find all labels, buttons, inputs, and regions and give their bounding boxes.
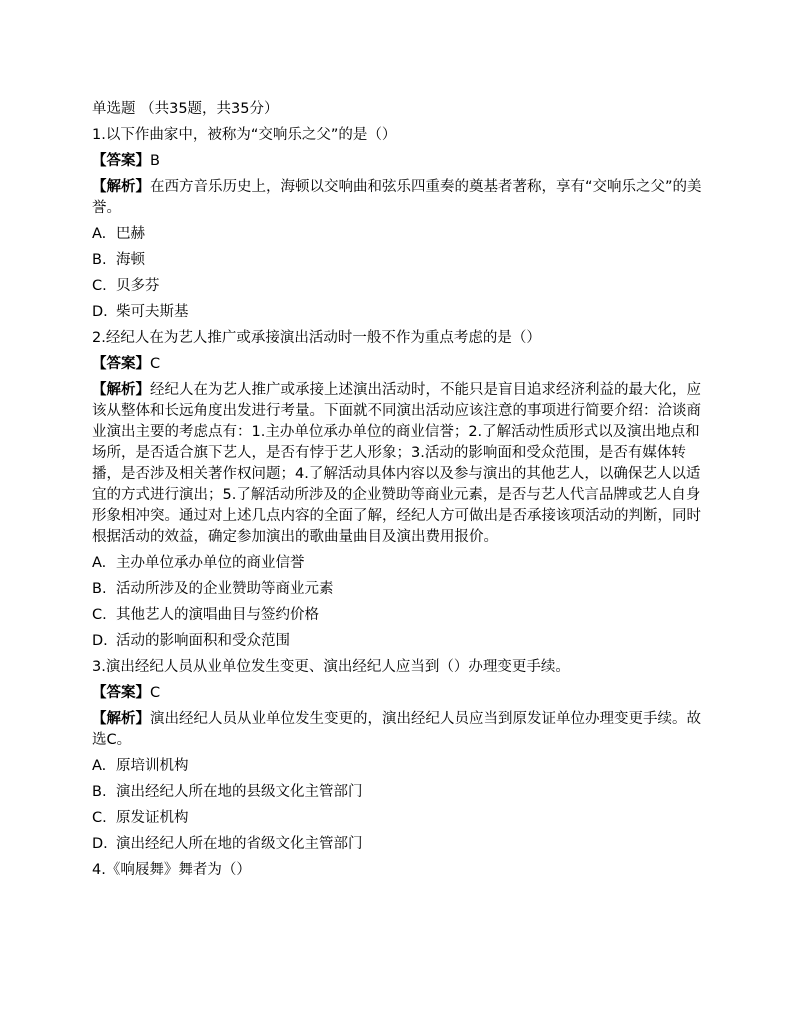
option-letter: B.: [92, 252, 107, 268]
answer-tag: 【答案】: [92, 356, 150, 372]
option-letter: D.: [92, 633, 108, 649]
analysis-tag: 【解析】: [92, 382, 150, 398]
option-text: 贝多芬: [116, 278, 160, 294]
option-text: 主办单位承办单位的商业信誉: [116, 555, 305, 571]
option-letter: D.: [92, 304, 108, 320]
option-a: [92, 550, 702, 576]
option-letter: A.: [92, 555, 107, 571]
option-d: [92, 831, 702, 857]
option-text: 活动的影响面积和受众范围: [116, 633, 290, 649]
option-text: 原发证机构: [116, 810, 189, 826]
option-letter: C.: [92, 810, 107, 826]
answer-value: B: [150, 153, 160, 169]
question-stem: 2.经纪人在为艺人推广或承接演出活动时一般不作为重点考虑的是（）: [92, 330, 541, 346]
option-text: 原培训机构: [116, 758, 189, 774]
question-2: [92, 325, 702, 654]
option-c: [92, 602, 702, 628]
answer-tag: 【答案】: [92, 685, 150, 701]
option-text: 演出经纪人所在地的县级文化主管部门: [116, 784, 363, 800]
option-letter: A.: [92, 758, 107, 774]
option-letter: A.: [92, 226, 107, 242]
question-stem: 4.《响屐舞》舞者为（）: [92, 862, 251, 878]
option-text: 其他艺人的演唱曲目与签约价格: [116, 607, 319, 623]
option-text: 演出经纪人所在地的省级文化主管部门: [116, 836, 363, 852]
option-b: [92, 247, 702, 273]
answer-value: C: [150, 356, 161, 372]
question-4: [92, 857, 702, 883]
option-letter: B.: [92, 581, 107, 597]
answer-line: [92, 148, 702, 174]
analysis-text: 经纪人在为艺人推广或承接上述演出活动时，不能只是盲目追求经济利益的最大化，应该从整体和长远角度出发进行考量。下面就不同演出活动应该注意的事项进行简要介绍：洽谈商业演出主要的考虑点有：1.主办单位承办单位的商业信誉；2.了解活动性质形式以及演出地点和场所，是否适合旗下艺人，是否有悖于艺人形象；3.活动的影响面和受众范围，是否有媒体转播，是否涉及相关著作权问题；4.了解活动具体内容以及参与演出的其他艺人，以确保艺人以适宜的方式进行演出；5.了解活动所涉及的企业赞助等商业元素，是否与艺人代言品牌或艺人自身形象相冲突。通过对上述几点内容的全面了解，经纪人方可做出是否承接该项活动的判断，同时根据活动的效益，确定参加演出的歌曲量曲目及演出费用报价。: [92, 382, 701, 545]
option-text: 巴赫: [116, 226, 145, 242]
option-a: [92, 221, 702, 247]
answer-line: [92, 680, 702, 706]
analysis-text: 演出经纪人员从业单位发生变更的，演出经纪人员应当到原发证单位办理变更手续。故选C。: [92, 711, 701, 748]
analysis-paragraph: [92, 177, 702, 219]
option-c: [92, 273, 702, 299]
option-b: [92, 576, 702, 602]
analysis-tag: 【解析】: [92, 179, 150, 195]
option-text: 海顿: [116, 252, 145, 268]
option-letter: B.: [92, 784, 107, 800]
option-b: [92, 779, 702, 805]
option-c: [92, 805, 702, 831]
analysis-tag: 【解析】: [92, 711, 150, 727]
section-header: 单选题 （共35题，共35分）: [92, 101, 279, 117]
analysis-text: 在西方音乐历史上，海顿以交响曲和弦乐四重奏的奠基者著称，享有“交响乐之父”的美誉。: [92, 179, 702, 216]
option-letter: D.: [92, 836, 108, 852]
question-stem: 1.以下作曲家中，被称为“交响乐之父”的是（）: [92, 127, 397, 143]
analysis-paragraph: [92, 709, 702, 751]
option-d: [92, 299, 702, 325]
option-letter: C.: [92, 607, 107, 623]
document-page: [92, 96, 702, 883]
option-text: 活动所涉及的企业赞助等商业元素: [116, 581, 334, 597]
question-3: [92, 654, 702, 857]
option-a: [92, 753, 702, 779]
question-1: [92, 122, 702, 325]
answer-value: C: [150, 685, 161, 701]
question-stem: 3.演出经纪人员从业单位发生变更、演出经纪人应当到（）办理变更手续。: [92, 659, 570, 675]
answer-tag: 【答案】: [92, 153, 150, 169]
option-text: 柴可夫斯基: [116, 304, 189, 320]
analysis-paragraph: [92, 380, 702, 548]
answer-line: [92, 351, 702, 377]
option-letter: C.: [92, 278, 107, 294]
option-d: [92, 628, 702, 654]
